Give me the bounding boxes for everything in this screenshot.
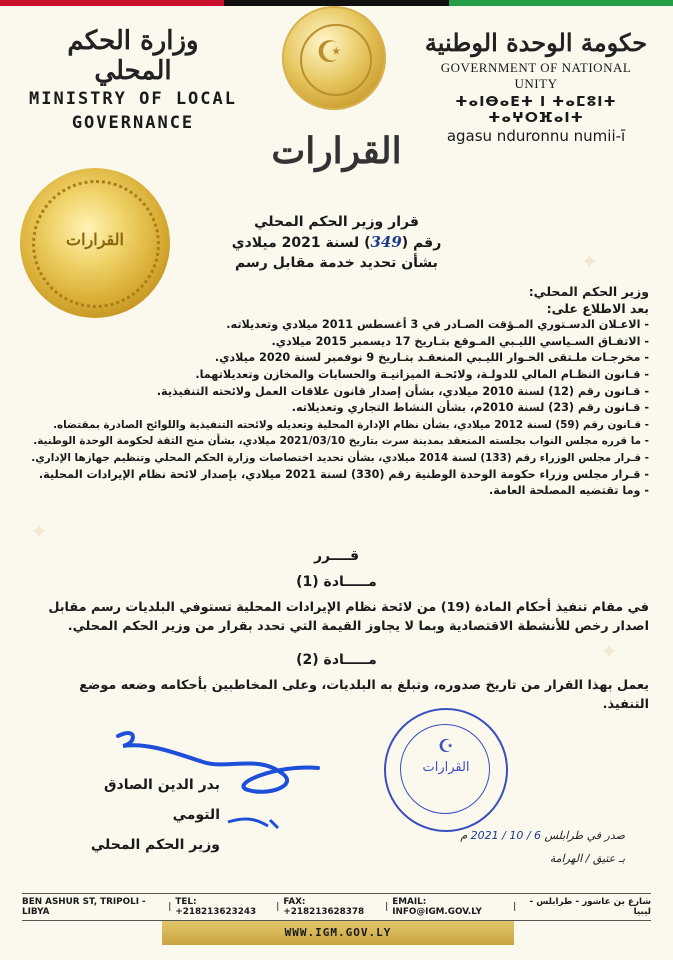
stamp-text: القرارات [422,760,470,775]
article-1-text: في مقام تنفيذ أحكام المادة (19) من لائحة نظام الإيرادات المحلية تستوفي البلديات رسم مقابل اصدار رخص للأنشطة الاقتصادية وبما لا يجاوز القيمة التي تحدد بقرار من وزير الحكم المحلي. [48,600,649,634]
watermark: ✦ [600,640,619,665]
ministry-header [28,26,238,134]
crescent-star-icon: ☪ [316,35,343,70]
crescent-star-icon: ☪ [438,736,455,757]
decision-subject: بشأن تحديد خدمة مقابل رسم [235,255,438,271]
list-item: - وما تقتضيه المصلحة العامة. [489,484,649,498]
decision-number-line: رقم (349) لسنة 2021 ميلادي [231,233,442,251]
decided-heading: قــــرر [313,548,360,564]
government-header [421,28,651,145]
issue-date: 6 / 10 / 2021 [470,829,542,842]
signatory-block [60,770,220,860]
minister-line: وزير الحكم المحلي: [528,284,649,299]
preamble [21,284,649,500]
government-name-tifinagh: ⵜⴰⵏⴱⴰⴹⵜ ⵏ ⵜⴰⵎⵓⵏⵜ ⵜⴰⵖⵔⴼⴰⵏⵜ [455,94,617,126]
issue-date-line: صدر في طرابلس 6 / 10 / 2021 م بـ عتيق / الهرامة [460,829,625,865]
footer-tel: TEL: +218213623243 [175,897,257,917]
list-item: - ما قرره مجلس النواب بجلسته المنعقد بمدينة سرت بتاريخ 2021/03/10 ميلادي، بشأن منح الثقة لحكومة الوحدة الوطنية. [33,435,649,448]
government-emblem [282,6,386,110]
list-item: - قـانون رقم (59) لسنة 2012 ميلادي، بشأن نظام الإدارة المحلية وتعديله ولائحته التنفيذية واللوائح الصادرة بمقتضاه. [53,418,649,431]
watermark: ✦ [580,250,599,275]
footer-fax: FAX: +218213628378 [283,897,365,917]
stamp-note: بـ عتيق / الهرامة [549,852,625,865]
ministry-name-ar: وزارة الحكم المحلي [67,26,199,86]
list-item: - الاتفـاق السـياسي الليـبي المـوقع بتـاريخ 17 ديسمبر 2015 ميلادي. [271,334,649,348]
watermark: ✦ [30,520,49,545]
page-title: القرارات [271,130,402,172]
seal-text: القرارات [66,230,124,249]
article-2-text: يعمل بهذا القرار من تاريخ صدوره، وتبلغ به البلديات، وعلى المخاطبين بأحكامه وضعه موضع التنفيذ. [79,678,649,712]
list-item: - قـانون رقم (12) لسنة 2010 ميلادي، بشأن إصدار قانون علاقات العمل ولائحته التنفيذية. [156,384,649,398]
footer-address-en: BEN ASHUR ST, TRIPOLI - LIBYA [22,897,146,917]
ministry-name-en-2: GOVERNANCE [71,113,195,133]
official-stamp [384,708,508,832]
decision-heading [0,212,673,273]
footer-contact: BEN ASHUR ST, TRIPOLI - LIBYA | TEL: +218213623243 | FAX: +218213628378 | EMAIL: INFO@IGM.GOV.LY | شارع بن عاشور - طرابلس - ليبيا [22,893,651,921]
article-2-heading: مـــــادة (2) [296,652,377,668]
after-review-line: بعد الاطلاع على: [546,300,649,316]
decision-number: 349 [370,233,402,251]
footer-address-ar: شارع بن عاشور - طرابلس - ليبيا [529,897,651,917]
preamble-list [21,317,649,500]
list-item: - الاعـلان الدسـتوري المـؤقت الصـادر في 3 أغسطس 2011 ميلادي وتعديلاته. [226,318,649,332]
government-name-en: GOVERNMENT OF NATIONAL UNITY [440,60,632,91]
list-item: - قـانون رقم (23) لسنة 2010م، بشأن النشاط التجاري وتعديلاته. [291,401,649,415]
list-item: - قـانون النظـام المالي للدولـة، ولائحـة الميزانيـة والحسابات والمخازن وتعديلاتهما. [195,367,649,381]
decision-title: قرار وزير الحكم المحلي [254,214,419,230]
footer-email[interactable]: EMAIL: INFO@IGM.GOV.LY [392,897,482,917]
government-name-latin: agasu nduronnu numii-ī [446,127,626,145]
list-item: - مخرجـات ملـتقى الحـوار الليـبي المنعقـد بتـاريخ 9 نوفمبر لسنة 2020 ميلادي. [214,351,649,365]
list-item: - قـرار مجلس الوزراء رقم (133) لسنة 2014 ميلادي، بشأن تحديد اختصاصات وزارة الحكم المحلي وتنظيم جهازها الإداري. [31,451,649,464]
website-link[interactable]: WWW.IGM.GOV.LY [162,921,514,945]
signatory-name: بدر الدين الصادق التومي [104,777,220,823]
list-item: - قـرار مجلس وزراء حكومة الوحدة الوطنية رقم (330) لسنة 2021 ميلادي، بإصدار لائحة نظام الإيرادات المحلية. [38,467,649,481]
ministry-name-en-1: MINISTRY OF LOCAL [29,89,237,109]
article-1-heading: مـــــادة (1) [296,574,377,590]
government-name-ar: حكومة الوحدة الوطنية [424,28,648,57]
signatory-title: وزير الحكم المحلي [90,837,220,853]
